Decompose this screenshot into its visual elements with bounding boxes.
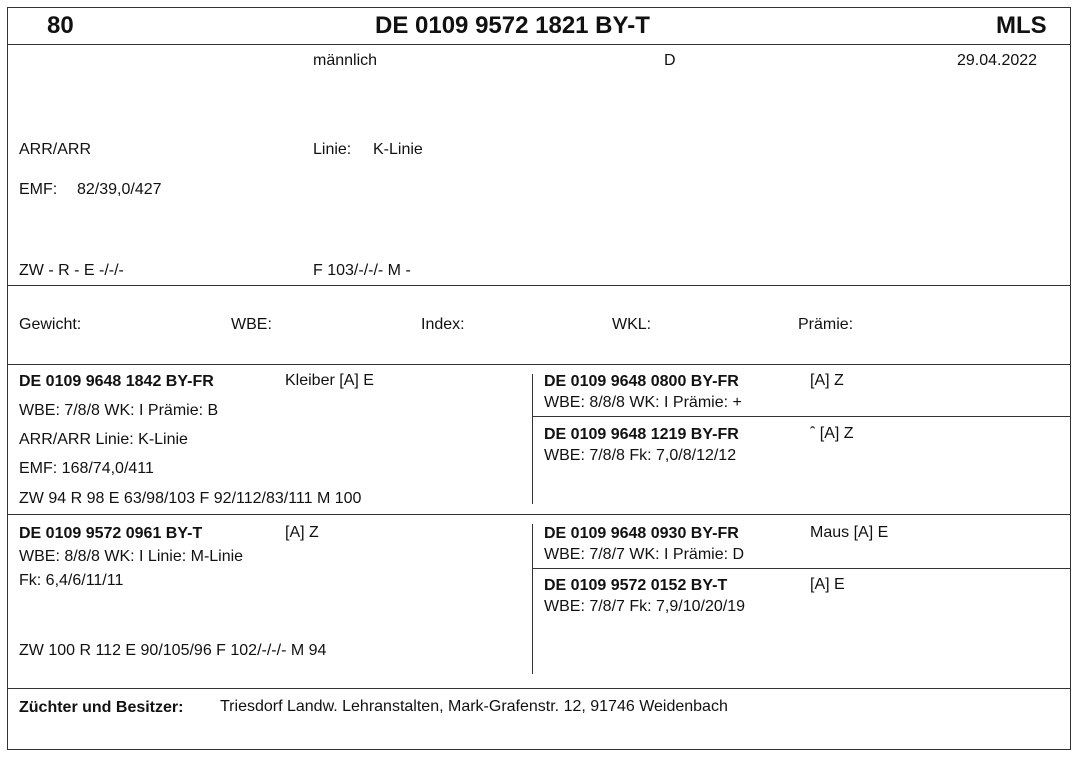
sire-line-1: WBE: 7/8/8 WK: I Prämie: B [19, 402, 219, 419]
header-divider [7, 44, 1071, 45]
sire-line-2: ARR/ARR Linie: K-Linie [19, 431, 188, 448]
date: 29.04.2022 [957, 52, 1038, 69]
dam-id: DE 0109 9572 0961 BY-T [19, 525, 203, 542]
sire-sire-name: [A] Z [810, 372, 844, 389]
metrics-divider [7, 364, 1071, 365]
dam-line-1: WBE: 8/8/8 WK: I Linie: M-Linie [19, 548, 244, 565]
dam-sire-line-1: WBE: 7/8/7 WK: I Prämie: D [544, 546, 745, 563]
dam-column-divider [532, 524, 533, 674]
premium-label: Prämie: [798, 316, 854, 333]
weight-label: Gewicht: [19, 316, 82, 333]
wbe-label: WBE: [231, 316, 272, 333]
line-label: Linie: [313, 141, 352, 158]
breeder-owner-value: Triesdorf Landw. Lehranstalten, Mark-Grafenstr. 12, 91746 Weidenbach [220, 698, 728, 715]
emf-label: EMF: [19, 181, 58, 198]
sire-sire-line-1: WBE: 8/8/8 WK: I Prämie: + [544, 394, 742, 411]
dam-line-2: Fk: 6,4/6/11/11 [19, 572, 124, 589]
sire-grandparents-divider [533, 416, 1071, 417]
card-number: 80 [47, 12, 74, 39]
f-values: F 103/-/-/- M - [313, 262, 411, 279]
breed-code: MLS [996, 12, 1047, 39]
dam-sire-id: DE 0109 9648 0930 BY-FR [544, 525, 739, 542]
sire-sire-id: DE 0109 9648 0800 BY-FR [544, 373, 739, 390]
sire-line-3: EMF: 168/74,0/411 [19, 460, 154, 477]
sire-id: DE 0109 9648 1842 BY-FR [19, 373, 214, 390]
pedigree-bottom-divider [7, 688, 1071, 689]
sire-name: Kleiber [A] E [285, 372, 374, 389]
index-label: Index: [421, 316, 465, 333]
sire-line-4: ZW 94 R 98 E 63/98/103 F 92/112/83/111 M 100 [19, 490, 362, 507]
emf-value: 82/39,0/427 [77, 181, 162, 198]
dam-grandparents-divider [533, 568, 1071, 569]
line-value: K-Linie [373, 141, 423, 158]
sire-dam-line-1: WBE: 7/8/8 Fk: 7,0/8/12/12 [544, 447, 737, 464]
dam-line-3: ZW 100 R 112 E 90/105/96 F 102/-/-/- M 94 [19, 642, 327, 659]
sex: männlich [313, 52, 378, 69]
zw-values: ZW - R - E -/-/- [19, 262, 124, 279]
breeder-owner-label: Züchter und Besitzer: [19, 699, 184, 716]
dam-dam-id: DE 0109 9572 0152 BY-T [544, 577, 728, 594]
sire-column-divider [532, 374, 533, 504]
animal-id: DE 0109 9572 1821 BY-T [375, 12, 650, 39]
pedigree-middle-divider [7, 514, 1071, 515]
dam-name: [A] Z [285, 524, 319, 541]
info-divider [7, 285, 1071, 286]
wkl-label: WKL: [612, 316, 652, 333]
dam-dam-line-1: WBE: 7/8/7 Fk: 7,9/10/20/19 [544, 598, 745, 615]
dam-dam-name: [A] E [810, 576, 845, 593]
sire-dam-name: ˆ [A] Z [810, 425, 854, 442]
genotype: ARR/ARR [19, 141, 92, 158]
sire-dam-id: DE 0109 9648 1219 BY-FR [544, 426, 739, 443]
dam-sire-name: Maus [A] E [810, 524, 889, 541]
code: D [664, 52, 676, 69]
